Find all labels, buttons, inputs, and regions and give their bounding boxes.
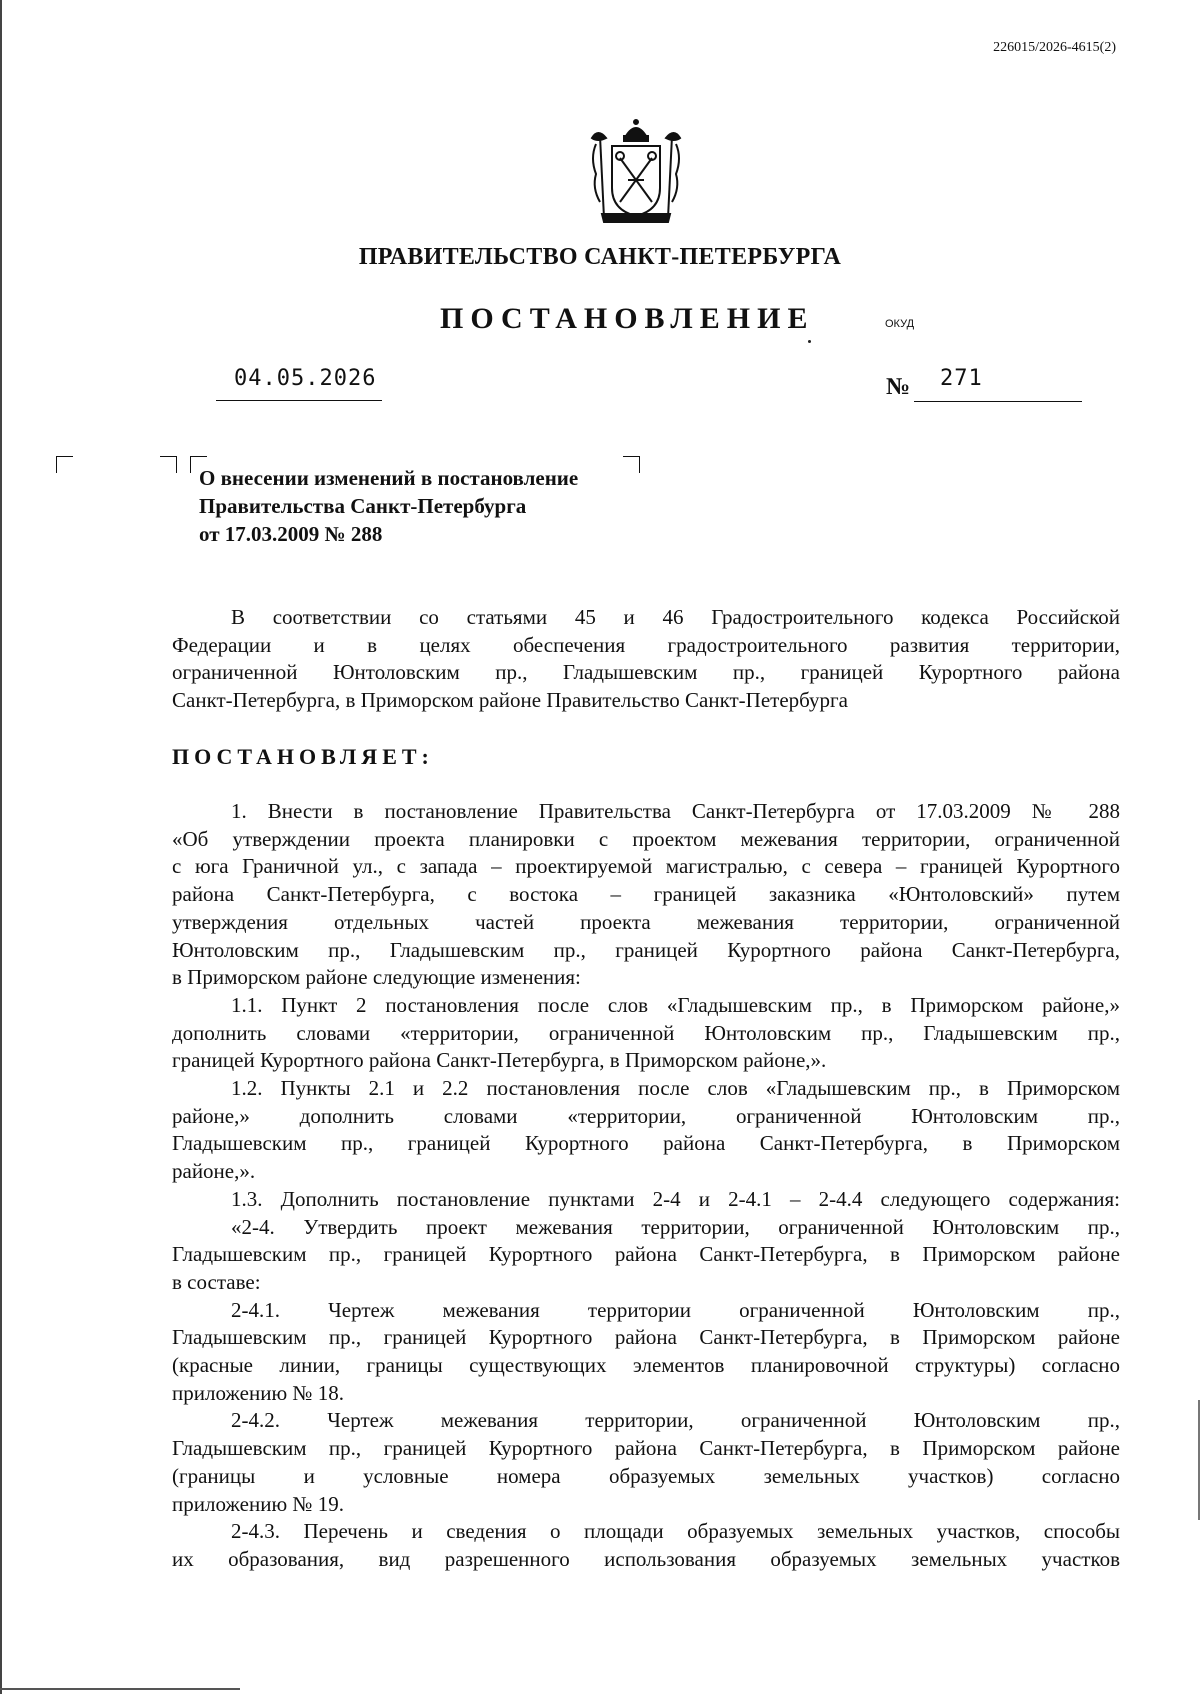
- body-line: «Об утверждении проекта планировки с проектом межевания территории, ограниченной: [172, 826, 1120, 851]
- body-line: (границы и условные номера образуемых земельных участков) согласно: [172, 1463, 1120, 1488]
- scan-edge-bottom: [0, 1688, 240, 1690]
- body-line: (красные линии, границы существующих элементов планировочной структуры) согласно: [172, 1353, 1120, 1378]
- preamble-line: Федерации и в целях обеспечения градостроительного развития территории,: [172, 632, 1120, 657]
- government-title: ПРАВИТЕЛЬСТВО САНКТ-ПЕТЕРБУРГА: [358, 244, 842, 270]
- body-line: дополнить словами «территории, ограниченной Юнтоловским пр., Гладышевским пр.,: [172, 1020, 1120, 1045]
- body-line: 2-4.1. Чертеж межевания территории ограниченной Юнтоловским пр.,: [231, 1297, 1120, 1322]
- scan-dot: [808, 340, 811, 343]
- body-line: 1.1. Пункт 2 постановления после слов «Гладышевским пр., в Приморском районе,»: [231, 992, 1120, 1017]
- body-line: Гладышевским пр., границей Курортного района Санкт-Петербурга, в Приморском районе: [172, 1242, 1120, 1267]
- body-line: районе,» дополнить словами «территории, ограниченной Юнтоловским пр.,: [172, 1103, 1120, 1128]
- body-line: в составе:: [172, 1269, 261, 1294]
- body-line: «2-4. Утвердить проект межевания территории, ограниченной Юнтоловским пр.,: [231, 1214, 1120, 1239]
- preamble-line: ограниченной Юнтоловским пр., Гладышевским пр., границей Курортного района: [172, 660, 1120, 685]
- preamble: [172, 604, 1120, 715]
- st-petersburg-coat-of-arms-icon: [582, 118, 690, 228]
- body-line: в Приморском районе следующие изменения:: [172, 965, 581, 990]
- preamble-line: Санкт-Петербурга, в Приморском районе Правительство Санкт-Петербурга: [172, 688, 848, 713]
- subject-line: О внесении изменений в постановление: [199, 466, 579, 490]
- decree-subject: [199, 464, 578, 548]
- body-line: Юнтоловским пр., Гладышевским пр., границей Курортного района Санкт-Петербурга,: [172, 937, 1120, 962]
- body-line: 1.3. Дополнить постановление пунктами 2-4 и 2-4.1 – 2-4.4 следующего содержания:: [231, 1186, 1120, 1211]
- document-id: 226015/2026-4615(2): [993, 40, 1116, 55]
- okud-label: ОКУД: [885, 318, 915, 330]
- body-line: Гладышевским пр., границей Курортного района Санкт-Петербурга, в Приморском районе: [172, 1325, 1120, 1350]
- body-line: 2-4.3. Перечень и сведения о площади образуемых земельных участков, способы: [231, 1519, 1120, 1544]
- corner-mark-left: [56, 456, 73, 473]
- subject-line: от 17.03.2009 № 288: [199, 522, 383, 546]
- body-line: Гладышевским пр., границей Курортного района Санкт-Петербурга, в Приморском районе: [172, 1436, 1120, 1461]
- corner-mark-subject-right: [623, 456, 640, 473]
- body-line: их образования, вид разрешенного использования образуемых земельных участков: [172, 1546, 1120, 1571]
- decree-number: 271: [940, 366, 983, 391]
- body-line: приложению № 18.: [172, 1380, 344, 1405]
- body-line: 2-4.2. Чертеж межевания территории, ограниченной Юнтоловским пр.,: [231, 1408, 1120, 1433]
- preamble-line: В соответствии со статьями 45 и 46 Градостроительного кодекса Российской: [231, 605, 1120, 629]
- body-line: утверждения отдельных частей проекта межевания территории, ограниченной: [172, 909, 1120, 934]
- body-line: района Санкт-Петербурга, с востока – границей заказника «Юнтоловский» путем: [172, 882, 1120, 907]
- body-line: 1.2. Пункты 2.1 и 2.2 постановления после слов «Гладышевским пр., в Приморском: [231, 1076, 1120, 1101]
- resolves-heading: ПОСТАНОВЛЯЕТ:: [172, 744, 434, 769]
- body-line: Гладышевским пр., границей Курортного района Санкт-Петербурга, в Приморском: [172, 1131, 1120, 1156]
- date-underline: [216, 400, 382, 401]
- decree-date: 04.05.2026: [234, 366, 377, 391]
- body-line: границей Курортного района Санкт-Петербурга, в Приморском районе,».: [172, 1048, 827, 1073]
- corner-mark-subject-left-a: [160, 456, 177, 473]
- decree-body: [172, 798, 1120, 1574]
- body-line: 1. Внести в постановление Правительства Санкт-Петербурга от 17.03.2009 № 288: [231, 799, 1120, 823]
- body-line: с юга Граничной ул., с запада – проектируемой магистралью, с севера – границей Курортного: [172, 854, 1120, 879]
- body-line: приложению № 19.: [172, 1491, 344, 1516]
- body-line: районе,».: [172, 1159, 256, 1184]
- decree-type-title: ПОСТАНОВЛЕНИЕ: [440, 302, 815, 335]
- number-label: №: [886, 374, 911, 400]
- subject-line: Правительства Санкт-Петербурга: [199, 494, 527, 518]
- number-underline: [914, 401, 1082, 402]
